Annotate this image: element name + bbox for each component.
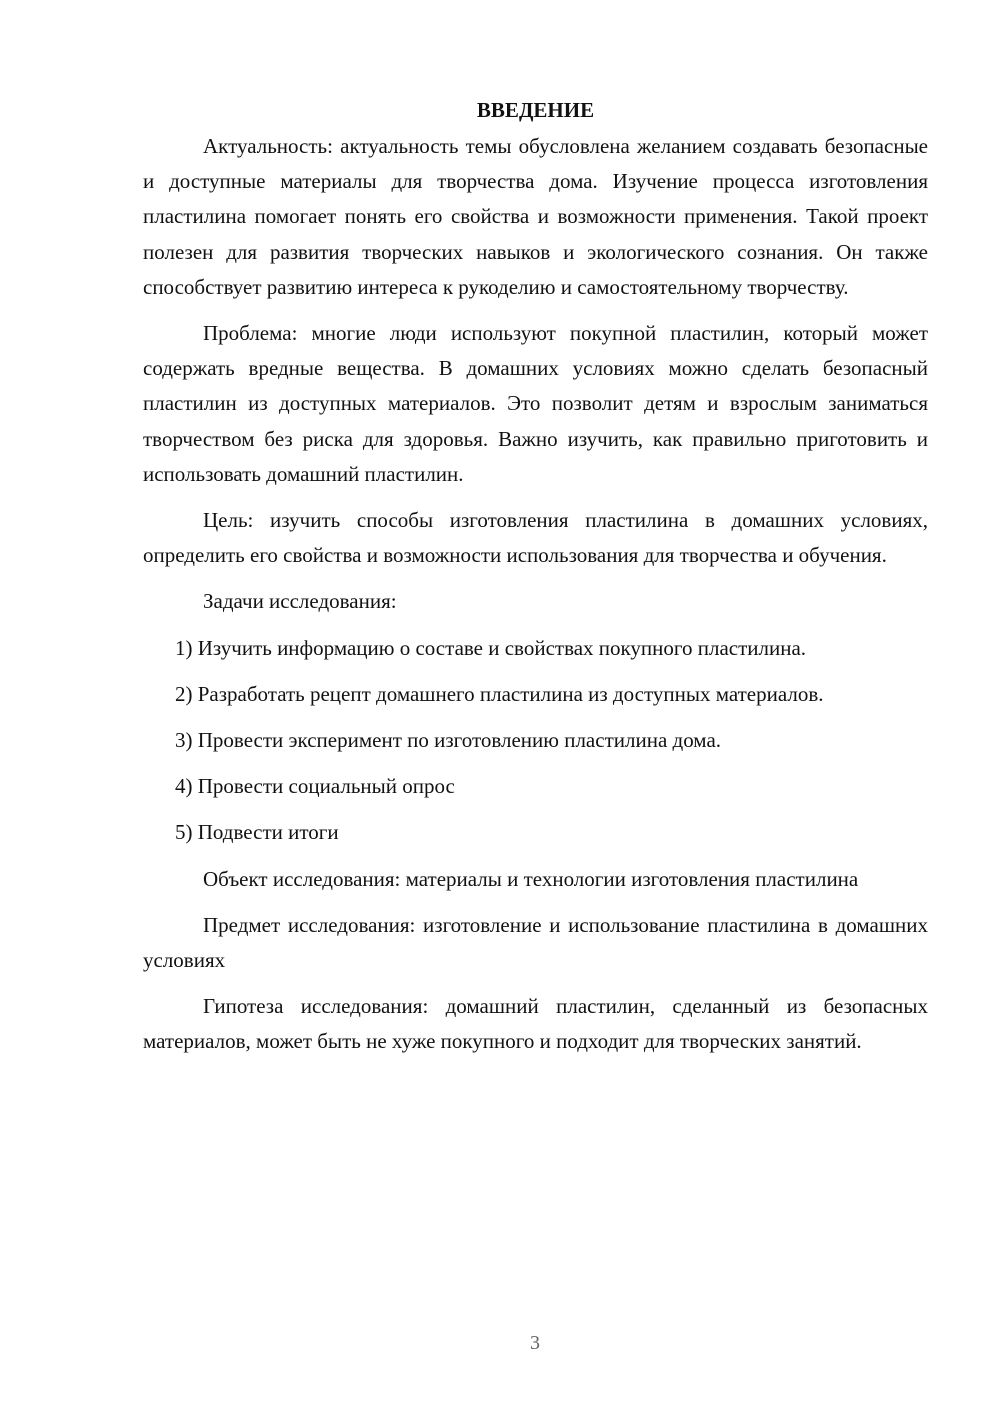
paragraph-goal: Цель: изучить способы изготовления пластилина в домашних условиях, определить его свойства и возможности использования для творчества и обучения. xyxy=(143,508,928,568)
document-page xyxy=(143,92,928,1071)
task-item-1: 1) Изучить информацию о составе и свойствах покупного пластилина. xyxy=(175,635,807,660)
page-title: ВВЕДЕНИЕ xyxy=(476,98,595,122)
paragraph-hypothesis: Гипотеза исследования: домашний пластилин, сделанный из безопасных материалов, может быть не хуже покупного и подходит для творческих занятий. xyxy=(143,994,928,1054)
task-item-3: 3) Провести эксперимент по изготовлению пластилина дома. xyxy=(175,728,722,753)
task-item-5: 5) Подвести итоги xyxy=(175,820,339,845)
task-item-4: 4) Провести социальный опрос xyxy=(175,774,455,799)
paragraph-relevance: Актуальность: актуальность темы обусловлена желанием создавать безопасные и доступные материалы для творчества дома. Изучение процесса изготовления пластилина помогает понять его свойства и возможности применения. Такой проект полезен для развития творческих навыков и экологического сознания. Он также способствует развитию интереса к рукоделию и самостоятельному творчеству. xyxy=(143,134,928,299)
paragraph-problem: Проблема: многие люди используют покупной пластилин, который может содержать вредные вещества. В домашних условиях можно сделать безопасный пластилин из доступных материалов. Это позволит детям и взрослым заниматься творчеством без риска для здоровья. Важно изучить, как правильно приготовить и использовать домашний пластилин. xyxy=(143,321,928,486)
tasks-heading: Задачи исследования: xyxy=(203,589,397,614)
page-number: 3 xyxy=(530,1332,540,1354)
paragraph-object: Объект исследования: материалы и технологии изготовления пластилина xyxy=(203,866,859,891)
paragraph-subject: Предмет исследования: изготовление и использование пластилина в домашних условиях xyxy=(143,912,928,973)
task-item-2: 2) Разработать рецепт домашнего пластилина из доступных материалов. xyxy=(175,681,824,706)
